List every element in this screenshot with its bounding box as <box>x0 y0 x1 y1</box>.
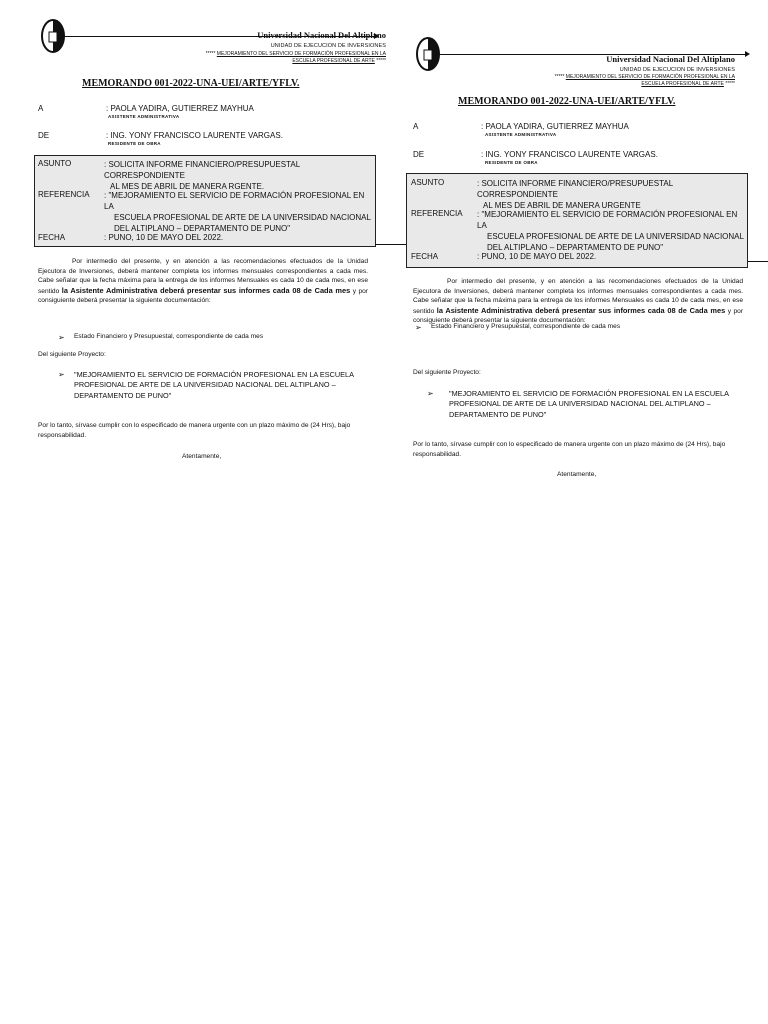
body-text: Por intermedio del presente, y en atención a las recomendaciones efectuados de la Unidad Ejecutora de Inversiones, deberá mantener completa los informes mensuales correspondientes a cada mes. Cabe señalar que la fecha máxima para la entrega de los informes Mensuales es cada 10 de cada mes, en ese sentido <box>413 278 743 315</box>
date-label: FECHA <box>411 252 439 261</box>
bullet-arrow-icon: ➢ <box>427 389 434 398</box>
to-label: A <box>38 104 44 113</box>
closing-paragraph: Por lo tanto, sírvase cumplir con lo especificado de manera urgente con un plazo máximo de (24 Hrs), bajo responsabilidad. <box>38 422 351 439</box>
stars-left: ***** <box>554 74 565 80</box>
project-header-line2: ESCUELA PROFESIONAL DE ARTE <box>292 58 375 64</box>
details-box <box>406 173 748 268</box>
from-role: RESIDENTE DE OBRA <box>485 160 538 165</box>
to-label: A <box>413 122 419 131</box>
subject-line1: : SOLICITA INFORME FINANCIERO/PRESUPUESTAL CORRESPONDIENTE <box>477 179 673 199</box>
unit-name: UNIDAD DE EJECUCION DE INVERSIONES <box>270 43 386 49</box>
bullet-item <box>58 333 368 340</box>
reference-line2: ESCUELA PROFESIONAL DE ARTE DE LA UNIVERSIDAD NACIONAL <box>114 213 371 222</box>
body-emphasis: la Asistente Administrativa deberá presentar sus informes cada 08 de Cada mes <box>436 305 726 315</box>
header-arrow-icon <box>745 51 750 57</box>
from-label: DE <box>38 131 50 140</box>
stars-right: ***** <box>376 58 386 64</box>
body-text-end: y por consiguiente deberá presentar la siguiente documentación: <box>38 287 368 304</box>
subject-line2: AL MES DE ABRIL DE MANERA RGENTE. <box>110 182 265 191</box>
body-paragraph <box>38 257 368 306</box>
project-quote: "MEJORAMIENTO EL SERVICIO DE FORMACIÓN PROFESIONAL EN LA ESCUELA PROFESIONAL DE ARTE DE LA UNIVERSIDAD NACIONAL DEL ALTIPLANO – DEPARTAMENTO DE PUNO" <box>74 370 354 400</box>
to-role: ASISTENTE ADMINISTRATIVA <box>108 114 180 119</box>
from-role: RESIDENTE DE OBRA <box>108 141 161 146</box>
reference-line1: : "MEJORAMIENTO EL SERVICIO DE FORMACIÓN PROFESIONAL EN LA <box>104 191 365 211</box>
reference-label: REFERENCIA <box>411 209 463 218</box>
bullet-item <box>415 323 735 330</box>
body-emphasis: la Asistente Administrativa deberá presentar sus informes cada 08 de Cada mes <box>61 285 351 295</box>
project-header <box>495 74 735 88</box>
to-row <box>413 122 743 132</box>
reference-value <box>477 209 745 253</box>
bullet-arrow-icon: ➢ <box>58 370 65 379</box>
university-name: Universidad Nacional Del Altiplano <box>606 54 735 64</box>
to-role: ASISTENTE ADMINISTRATIVA <box>485 132 557 137</box>
subject-line1: : SOLICITA INFORME FINANCIERO/PRESUPUESTAL CORRESPONDIENTE <box>104 160 300 180</box>
reference-line2: ESCUELA PROFESIONAL DE ARTE DE LA UNIVERSIDAD NACIONAL <box>487 232 744 241</box>
subject-value <box>477 178 745 211</box>
project-header <box>146 51 386 65</box>
to-value: : PAOLA YADIRA, GUTIERREZ MAYHUA <box>481 122 629 131</box>
university-name: Universidad Nacional Del Altiplano <box>257 30 386 40</box>
date-label: FECHA <box>38 233 66 242</box>
bullet-text: Estado Financiero y Presupuestal, correspondiente de cada mes <box>74 333 264 340</box>
reference-line3: DEL ALTIPLANO – DEPARTAMENTO DE PUNO" <box>487 243 664 252</box>
closing-paragraph: Por lo tanto, sírvase cumplir con lo especificado de manera urgente con un plazo máximo de (24 Hrs), bajo responsabilidad. <box>413 441 726 458</box>
memo-title: MEMORANDO 001-2022-UNA-UEI/ARTE/YFLV. <box>458 96 676 107</box>
reference-line3: DEL ALTIPLANO – DEPARTAMENTO DE PUNO" <box>114 224 291 233</box>
from-value: : ING. YONY FRANCISCO LAURENTE VARGAS. <box>106 131 283 140</box>
from-value: : ING. YONY FRANCISCO LAURENTE VARGAS. <box>481 150 658 159</box>
reference-value <box>104 190 374 234</box>
body-text: Por intermedio del presente, y en atención a las recomendaciones efectuados de la Unidad Ejecutora de Inversiones, deberá mantener completa los informes mensuales correspondientes a cada mes. Cabe señalar que la fecha máxima para la entrega de los informes Mensuales es cada 10 de cada mes, en ese sentido <box>38 258 368 295</box>
project-quote: "MEJORAMIENTO EL SERVICIO DE FORMACIÓN PROFESIONAL EN LA ESCUELA PROFESIONAL DE ARTE DE LA UNIVERSIDAD NACIONAL DEL ALTIPLANO – DEPARTAMENTO DE PUNO" <box>449 389 729 419</box>
bullet-text: Estado Financiero y Presupuestal, correspondiente de cada mes <box>431 323 621 330</box>
project-intro: Del siguiente Proyecto: <box>413 369 481 376</box>
subject-line2: AL MES DE ABRIL DE MANERA URGENTE <box>483 201 641 210</box>
project-header-line1: MEJORAMIENTO DEL SERVICIO DE FORMACIÓN PROFESIONAL EN LA <box>565 74 735 80</box>
body-paragraph <box>413 277 743 326</box>
date-value: : PUNO, 10 DE MAYO DEL 2022. <box>104 233 224 242</box>
bullet-arrow-icon: ➢ <box>58 333 65 342</box>
from-row <box>38 131 368 141</box>
to-value: : PAOLA YADIRA, GUTIERREZ MAYHUA <box>106 104 254 113</box>
memo-title: MEMORANDO 001-2022-UNA-UEI/ARTE/YFLV. <box>82 78 300 89</box>
stars-left: ***** <box>205 51 216 57</box>
signoff: Atentamente, <box>557 471 597 478</box>
subject-label: ASUNTO <box>38 159 72 168</box>
subject-label: ASUNTO <box>411 178 445 187</box>
reference-label: REFERENCIA <box>38 190 90 199</box>
stars-right: ***** <box>725 81 735 87</box>
signoff: Atentamente, <box>182 453 222 460</box>
to-row <box>38 104 368 114</box>
from-row <box>413 150 743 160</box>
bullet-arrow-icon: ➢ <box>415 323 422 332</box>
from-label: DE <box>413 150 425 159</box>
date-value: : PUNO, 10 DE MAYO DEL 2022. <box>477 252 597 261</box>
reference-line1: : "MEJORAMIENTO EL SERVICIO DE FORMACIÓN PROFESIONAL EN LA <box>477 210 738 230</box>
details-box <box>34 155 376 247</box>
body-text-end: y por consiguiente deberá presentar la siguiente documentación: <box>413 307 743 324</box>
subject-value <box>104 159 374 192</box>
unit-name: UNIDAD DE EJECUCION DE INVERSIONES <box>619 67 735 73</box>
project-header-line1: MEJORAMIENTO DEL SERVICIO DE FORMACIÓN PROFESIONAL EN LA <box>216 51 386 57</box>
project-intro: Del siguiente Proyecto: <box>38 351 106 358</box>
project-header-line2: ESCUELA PROFESIONAL DE ARTE <box>641 81 724 87</box>
